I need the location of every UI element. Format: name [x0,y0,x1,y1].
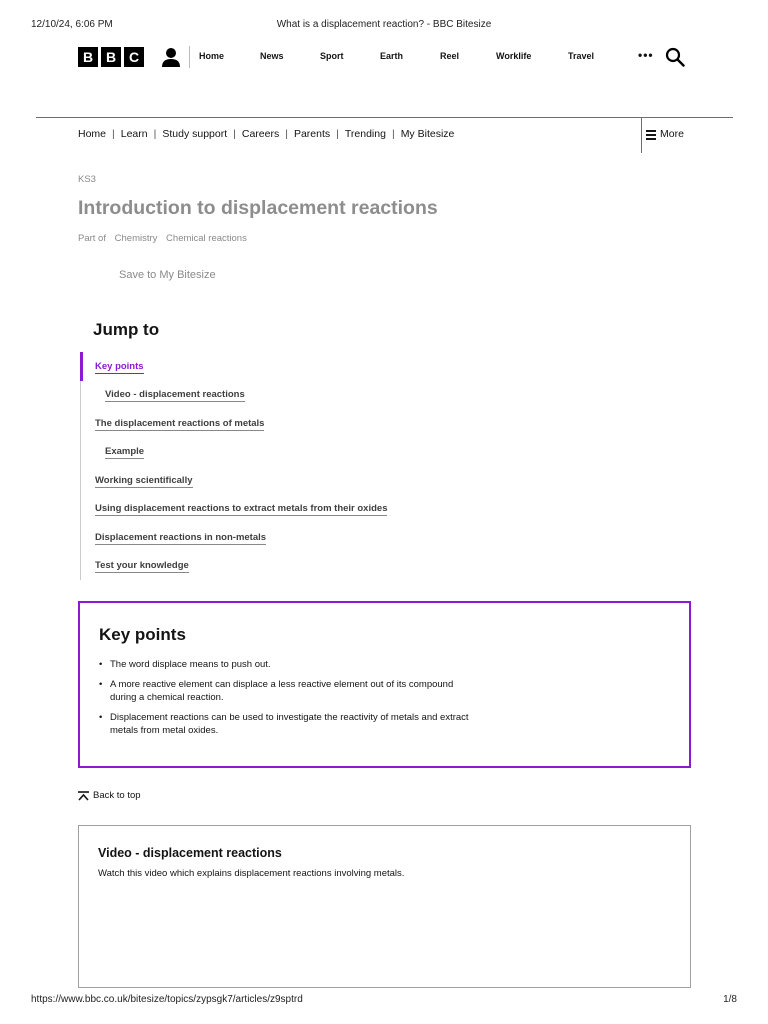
jump-link-extract-metals[interactable]: Using displacement reactions to extract metals from their oxides [95,503,388,514]
global-nav-travel[interactable]: Travel [568,51,595,61]
list-item: • Displacement reactions can be used to investigate the reactivity of metals and extract metals from metal oxides. [99,711,479,737]
part-of-label: Part of [78,233,106,244]
global-nav-reel[interactable]: Reel [440,51,460,61]
jump-link-test-knowledge[interactable]: Test your knowledge [95,560,189,571]
global-nav-worklife[interactable]: Worklife [496,51,532,61]
bitesize-nav-careers[interactable]: Careers [241,128,280,140]
print-page-title: What is a displacement reaction? - BBC Bitesize [276,19,492,30]
breadcrumb [78,233,247,244]
list-item: • A more reactive element can displace a less reactive element out of its compound during a chemical reaction. [99,678,479,704]
bitesize-nav-study-support[interactable]: Study support [162,128,228,140]
back-to-top-link[interactable] [78,790,141,801]
key-points-title: Key points [99,625,186,644]
bbc-masthead [78,44,698,70]
bitesize-nav-learn[interactable]: Learn [120,128,148,140]
video-title: Video - displacement reactions [98,846,282,860]
video-section [78,825,691,988]
more-divider [641,118,642,153]
print-page-number: 1/8 [723,994,737,1005]
bitesize-nav-trending[interactable]: Trending [344,128,386,140]
breadcrumb-chemistry[interactable]: Chemistry [114,233,158,244]
account-icon[interactable] [162,47,180,67]
bitesize-nav-my-bitesize[interactable]: My Bitesize [400,128,455,140]
bbc-logo-letter: B [78,47,98,67]
bbc-logo-letter: B [101,47,121,67]
list-item: • The word displace means to push out. [99,658,479,671]
jump-to-title: Jump to [93,320,160,339]
more-menu-button[interactable] [646,128,684,140]
video-description: Watch this video which explains displacement reactions involving metals. [98,868,405,879]
bitesize-nav: Home | Learn | Study support | Careers | Parents | Trending | My Bitesize [78,128,455,140]
more-icon[interactable]: ••• [638,48,654,62]
menu-icon [646,130,656,139]
global-nav-home[interactable]: Home [199,51,225,61]
jump-to-list [80,352,440,580]
active-indicator [80,352,83,381]
bbc-logo-letter: C [124,47,144,67]
breadcrumb-chemical-reactions[interactable]: Chemical reactions [166,233,247,244]
jump-link-non-metals[interactable]: Displacement reactions in non-metals [95,532,267,543]
jump-link-working-scientifically[interactable]: Working scientifically [95,475,193,486]
level-label: KS3 [78,174,96,185]
global-nav-earth[interactable]: Earth [380,51,404,61]
jump-link-key-points[interactable]: Key points [95,361,144,372]
global-nav-sport[interactable]: Sport [320,51,344,61]
back-to-top-icon [78,791,89,801]
page-title: Introduction to displacement reactions [78,197,438,219]
jump-link-displacement-metals[interactable]: The displacement reactions of metals [95,418,265,429]
more-menu-label: More [660,128,684,140]
print-url: https://www.bbc.co.uk/bitesize/topics/zypsgk7/articles/z9sptrd [31,994,303,1005]
print-date: 12/10/24, 6:06 PM [31,19,113,30]
save-to-my-bitesize-button[interactable]: Save to My Bitesize [119,269,216,281]
back-to-top-label: Back to top [93,790,141,801]
search-icon[interactable] [665,47,685,67]
jump-link-example[interactable]: Example [105,446,145,457]
header-divider [36,117,733,118]
global-nav-news[interactable]: News [260,51,284,61]
bitesize-nav-parents[interactable]: Parents [293,128,331,140]
key-points-list [99,658,479,744]
nav-divider [189,46,190,68]
jump-link-video[interactable]: Video - displacement reactions [105,389,245,400]
key-points-box [78,601,691,768]
bitesize-nav-home[interactable]: Home [78,128,107,140]
bbc-logo[interactable] [78,47,144,67]
